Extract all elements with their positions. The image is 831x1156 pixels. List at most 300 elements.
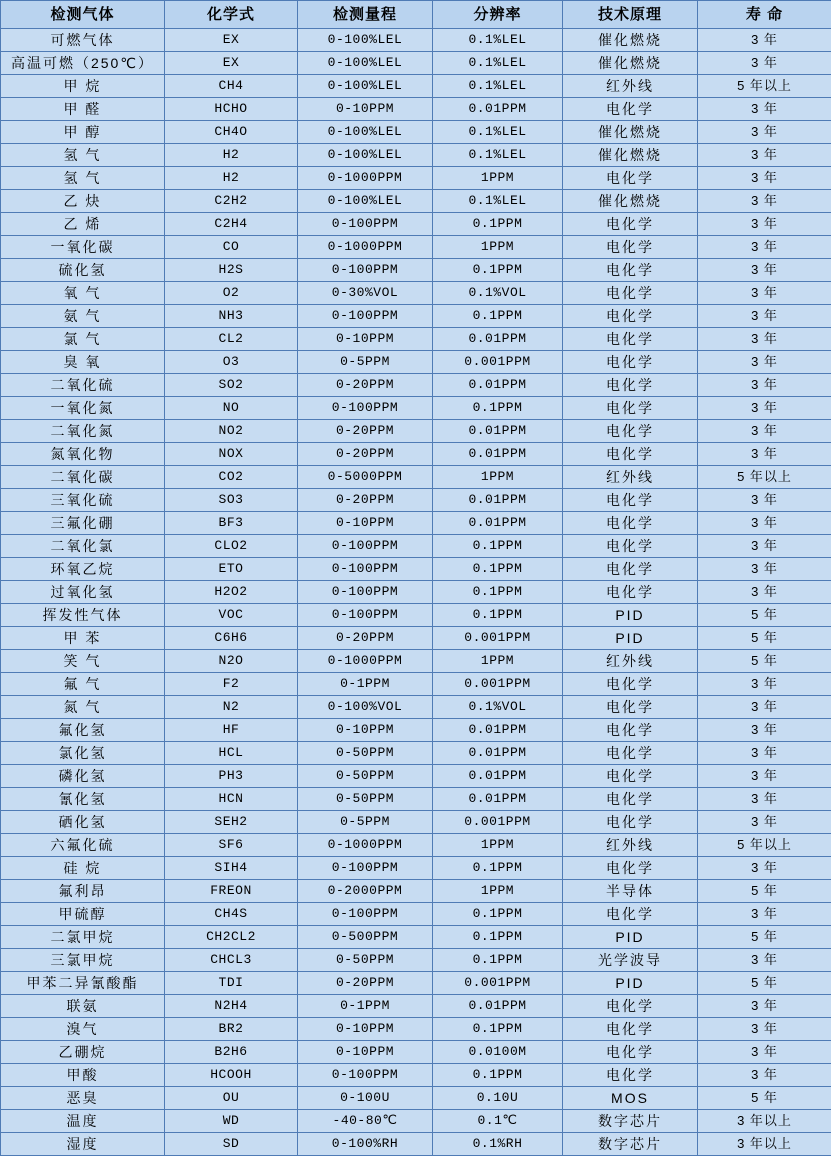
- cell-gas: 三氯甲烷: [1, 949, 165, 972]
- cell-formula: SD: [165, 1133, 298, 1156]
- table-row: [1, 75, 831, 98]
- cell-resolution: 0.01PPM: [433, 788, 563, 811]
- cell-formula: NH3: [165, 305, 298, 328]
- cell-range: 0-100%VOL: [298, 696, 433, 719]
- cell-formula: OU: [165, 1087, 298, 1110]
- cell-principle: 催化燃烧: [563, 121, 698, 144]
- cell-resolution: 0.01PPM: [433, 742, 563, 765]
- cell-range: 0-10PPM: [298, 719, 433, 742]
- table-row: [1, 282, 831, 305]
- cell-principle: 电化学: [563, 581, 698, 604]
- cell-lifetime: 3 年: [698, 696, 831, 719]
- cell-range: -40-80℃: [298, 1110, 433, 1133]
- cell-principle: 电化学: [563, 742, 698, 765]
- cell-range: 0-100%LEL: [298, 75, 433, 98]
- cell-resolution: 0.1%RH: [433, 1133, 563, 1156]
- cell-formula: EX: [165, 52, 298, 75]
- cell-principle: 光学波导: [563, 949, 698, 972]
- cell-range: 0-1000PPM: [298, 650, 433, 673]
- cell-formula: CO: [165, 236, 298, 259]
- cell-lifetime: 3 年: [698, 144, 831, 167]
- table-row: [1, 972, 831, 995]
- cell-resolution: 0.01PPM: [433, 374, 563, 397]
- cell-range: 0-1000PPM: [298, 834, 433, 857]
- cell-lifetime: 3 年: [698, 1041, 831, 1064]
- table-row: [1, 328, 831, 351]
- cell-lifetime: 3 年: [698, 788, 831, 811]
- cell-lifetime: 3 年: [698, 1018, 831, 1041]
- cell-resolution: 1PPM: [433, 834, 563, 857]
- cell-gas: 甲硫醇: [1, 903, 165, 926]
- cell-resolution: 1PPM: [433, 236, 563, 259]
- cell-resolution: 0.1%LEL: [433, 190, 563, 213]
- cell-formula: ETO: [165, 558, 298, 581]
- table-row: [1, 420, 831, 443]
- cell-resolution: 0.01PPM: [433, 719, 563, 742]
- cell-principle: 电化学: [563, 903, 698, 926]
- cell-lifetime: 5 年: [698, 604, 831, 627]
- table-row: [1, 857, 831, 880]
- table-row: [1, 144, 831, 167]
- cell-range: 0-100%LEL: [298, 29, 433, 52]
- cell-formula: WD: [165, 1110, 298, 1133]
- table-body: [1, 29, 831, 1156]
- cell-lifetime: 3 年: [698, 903, 831, 926]
- cell-gas: 磷化氢: [1, 765, 165, 788]
- cell-gas: 氟化氢: [1, 719, 165, 742]
- cell-range: 0-100PPM: [298, 1064, 433, 1087]
- cell-gas: 氨 气: [1, 305, 165, 328]
- table-row: [1, 788, 831, 811]
- cell-range: 0-100PPM: [298, 857, 433, 880]
- table-row: [1, 650, 831, 673]
- cell-resolution: 0.1PPM: [433, 903, 563, 926]
- cell-resolution: 0.1PPM: [433, 949, 563, 972]
- cell-range: 0-100PPM: [298, 397, 433, 420]
- cell-range: 0-20PPM: [298, 443, 433, 466]
- cell-formula: CO2: [165, 466, 298, 489]
- cell-principle: 电化学: [563, 1018, 698, 1041]
- table-row: [1, 581, 831, 604]
- cell-gas: 甲 醛: [1, 98, 165, 121]
- table-row: [1, 880, 831, 903]
- cell-range: 0-30%VOL: [298, 282, 433, 305]
- cell-range: 0-100PPM: [298, 305, 433, 328]
- cell-formula: SO2: [165, 374, 298, 397]
- cell-range: 0-100PPM: [298, 213, 433, 236]
- cell-formula: O3: [165, 351, 298, 374]
- cell-gas: 溴气: [1, 1018, 165, 1041]
- cell-principle: 电化学: [563, 167, 698, 190]
- cell-resolution: 0.1PPM: [433, 1064, 563, 1087]
- table-header-row: [1, 1, 831, 29]
- cell-lifetime: 3 年: [698, 98, 831, 121]
- cell-lifetime: 3 年: [698, 581, 831, 604]
- cell-gas: 挥发性气体: [1, 604, 165, 627]
- cell-resolution: 0.1PPM: [433, 259, 563, 282]
- cell-principle: 电化学: [563, 995, 698, 1018]
- cell-formula: CL2: [165, 328, 298, 351]
- cell-range: 0-100PPM: [298, 259, 433, 282]
- cell-principle: PID: [563, 604, 698, 627]
- cell-resolution: 0.1PPM: [433, 558, 563, 581]
- table-row: [1, 673, 831, 696]
- cell-principle: 电化学: [563, 236, 698, 259]
- cell-principle: 电化学: [563, 696, 698, 719]
- cell-formula: O2: [165, 282, 298, 305]
- cell-lifetime: 3 年: [698, 374, 831, 397]
- cell-gas: 六氟化硫: [1, 834, 165, 857]
- cell-range: 0-100%RH: [298, 1133, 433, 1156]
- cell-principle: 红外线: [563, 834, 698, 857]
- cell-principle: 催化燃烧: [563, 52, 698, 75]
- column-header-lifetime: 寿 命: [698, 1, 831, 29]
- table-row: [1, 466, 831, 489]
- cell-range: 0-100PPM: [298, 558, 433, 581]
- table-row: [1, 512, 831, 535]
- cell-gas: 二氧化氯: [1, 535, 165, 558]
- cell-gas: 硫化氢: [1, 259, 165, 282]
- cell-gas: 一氧化碳: [1, 236, 165, 259]
- table-row: [1, 765, 831, 788]
- cell-resolution: 0.01PPM: [433, 443, 563, 466]
- cell-resolution: 0.1%LEL: [433, 75, 563, 98]
- cell-lifetime: 3 年以上: [698, 1133, 831, 1156]
- cell-formula: F2: [165, 673, 298, 696]
- cell-principle: 电化学: [563, 374, 698, 397]
- cell-resolution: 0.0100M: [433, 1041, 563, 1064]
- cell-gas: 乙 炔: [1, 190, 165, 213]
- cell-resolution: 0.001PPM: [433, 673, 563, 696]
- cell-principle: 电化学: [563, 98, 698, 121]
- cell-principle: 数字芯片: [563, 1110, 698, 1133]
- cell-gas: 恶臭: [1, 1087, 165, 1110]
- cell-resolution: 0.01PPM: [433, 420, 563, 443]
- cell-gas: 温度: [1, 1110, 165, 1133]
- cell-range: 0-50PPM: [298, 742, 433, 765]
- cell-formula: HF: [165, 719, 298, 742]
- cell-principle: 电化学: [563, 673, 698, 696]
- table-row: [1, 1087, 831, 1110]
- cell-principle: MOS: [563, 1087, 698, 1110]
- cell-gas: 氮 气: [1, 696, 165, 719]
- cell-resolution: 0.1℃: [433, 1110, 563, 1133]
- cell-range: 0-20PPM: [298, 972, 433, 995]
- cell-range: 0-5PPM: [298, 351, 433, 374]
- cell-range: 0-100%LEL: [298, 144, 433, 167]
- cell-gas: 甲 苯: [1, 627, 165, 650]
- cell-gas: 硒化氢: [1, 811, 165, 834]
- cell-gas: 氧 气: [1, 282, 165, 305]
- cell-range: 0-100PPM: [298, 535, 433, 558]
- cell-resolution: 0.1PPM: [433, 604, 563, 627]
- cell-gas: 三氟化硼: [1, 512, 165, 535]
- table-row: [1, 374, 831, 397]
- cell-lifetime: 3 年: [698, 443, 831, 466]
- cell-gas: 可燃气体: [1, 29, 165, 52]
- cell-gas: 二氧化硫: [1, 374, 165, 397]
- cell-principle: 电化学: [563, 397, 698, 420]
- table-row: [1, 351, 831, 374]
- table-row: [1, 627, 831, 650]
- column-header-resolution: 分辨率: [433, 1, 563, 29]
- table-row: [1, 949, 831, 972]
- cell-lifetime: 3 年: [698, 282, 831, 305]
- table-row: [1, 604, 831, 627]
- cell-resolution: 1PPM: [433, 880, 563, 903]
- cell-principle: 催化燃烧: [563, 190, 698, 213]
- column-header-range: 检测量程: [298, 1, 433, 29]
- cell-principle: 电化学: [563, 788, 698, 811]
- cell-gas: 甲 烷: [1, 75, 165, 98]
- cell-resolution: 1PPM: [433, 167, 563, 190]
- cell-range: 0-10PPM: [298, 328, 433, 351]
- cell-formula: FREON: [165, 880, 298, 903]
- cell-principle: 电化学: [563, 535, 698, 558]
- cell-range: 0-5000PPM: [298, 466, 433, 489]
- cell-gas: 联氨: [1, 995, 165, 1018]
- cell-formula: EX: [165, 29, 298, 52]
- cell-resolution: 0.1%LEL: [433, 52, 563, 75]
- cell-formula: H2O2: [165, 581, 298, 604]
- cell-gas: 氢 气: [1, 167, 165, 190]
- cell-formula: B2H6: [165, 1041, 298, 1064]
- cell-formula: CH4S: [165, 903, 298, 926]
- cell-range: 0-1PPM: [298, 673, 433, 696]
- cell-principle: 电化学: [563, 719, 698, 742]
- cell-gas: 氯 气: [1, 328, 165, 351]
- cell-resolution: 0.001PPM: [433, 811, 563, 834]
- cell-lifetime: 3 年: [698, 512, 831, 535]
- cell-principle: 电化学: [563, 282, 698, 305]
- table-row: [1, 696, 831, 719]
- cell-formula: SO3: [165, 489, 298, 512]
- cell-resolution: 0.01PPM: [433, 995, 563, 1018]
- cell-resolution: 0.001PPM: [433, 627, 563, 650]
- cell-formula: CLO2: [165, 535, 298, 558]
- table-row: [1, 98, 831, 121]
- cell-range: 0-1000PPM: [298, 167, 433, 190]
- cell-formula: SF6: [165, 834, 298, 857]
- cell-formula: C2H2: [165, 190, 298, 213]
- cell-lifetime: 5 年以上: [698, 75, 831, 98]
- cell-lifetime: 3 年: [698, 29, 831, 52]
- cell-lifetime: 3 年: [698, 328, 831, 351]
- cell-lifetime: 5 年以上: [698, 466, 831, 489]
- cell-principle: 数字芯片: [563, 1133, 698, 1156]
- cell-gas: 乙 烯: [1, 213, 165, 236]
- cell-gas: 过氧化氢: [1, 581, 165, 604]
- cell-gas: 一氧化氮: [1, 397, 165, 420]
- table-header: [1, 1, 831, 29]
- cell-gas: 二氧化碳: [1, 466, 165, 489]
- table-row: [1, 443, 831, 466]
- cell-formula: N2H4: [165, 995, 298, 1018]
- cell-formula: H2S: [165, 259, 298, 282]
- cell-principle: 电化学: [563, 420, 698, 443]
- cell-resolution: 1PPM: [433, 650, 563, 673]
- cell-formula: CH4O: [165, 121, 298, 144]
- cell-formula: CH4: [165, 75, 298, 98]
- table-row: [1, 719, 831, 742]
- cell-formula: NO2: [165, 420, 298, 443]
- cell-lifetime: 5 年以上: [698, 834, 831, 857]
- cell-range: 0-10PPM: [298, 512, 433, 535]
- cell-range: 0-100PPM: [298, 604, 433, 627]
- cell-lifetime: 3 年: [698, 995, 831, 1018]
- cell-principle: 催化燃烧: [563, 144, 698, 167]
- cell-lifetime: 3 年: [698, 673, 831, 696]
- cell-principle: 电化学: [563, 857, 698, 880]
- table-row: [1, 811, 831, 834]
- cell-lifetime: 3 年: [698, 190, 831, 213]
- cell-gas: 环氧乙烷: [1, 558, 165, 581]
- cell-gas: 甲苯二异氰酸酯: [1, 972, 165, 995]
- table-row: [1, 167, 831, 190]
- cell-lifetime: 3 年: [698, 949, 831, 972]
- cell-principle: 电化学: [563, 765, 698, 788]
- cell-formula: C2H4: [165, 213, 298, 236]
- cell-lifetime: 3 年: [698, 397, 831, 420]
- cell-lifetime: 3 年: [698, 1064, 831, 1087]
- cell-lifetime: 5 年: [698, 627, 831, 650]
- cell-formula: SIH4: [165, 857, 298, 880]
- cell-principle: 电化学: [563, 259, 698, 282]
- cell-gas: 甲酸: [1, 1064, 165, 1087]
- table-row: [1, 305, 831, 328]
- cell-lifetime: 3 年: [698, 236, 831, 259]
- cell-formula: HCOOH: [165, 1064, 298, 1087]
- cell-gas: 高温可燃（250℃）: [1, 52, 165, 75]
- table-row: [1, 1133, 831, 1156]
- cell-resolution: 0.01PPM: [433, 98, 563, 121]
- cell-principle: 电化学: [563, 213, 698, 236]
- cell-resolution: 0.1PPM: [433, 535, 563, 558]
- cell-range: 0-100%LEL: [298, 121, 433, 144]
- cell-gas: 甲 醇: [1, 121, 165, 144]
- table-row: [1, 1064, 831, 1087]
- cell-formula: CHCL3: [165, 949, 298, 972]
- cell-resolution: 1PPM: [433, 466, 563, 489]
- cell-formula: H2: [165, 167, 298, 190]
- cell-lifetime: 3 年: [698, 857, 831, 880]
- cell-range: 0-50PPM: [298, 788, 433, 811]
- cell-lifetime: 3 年: [698, 305, 831, 328]
- cell-formula: N2: [165, 696, 298, 719]
- cell-formula: CH2CL2: [165, 926, 298, 949]
- cell-formula: VOC: [165, 604, 298, 627]
- cell-principle: 电化学: [563, 1041, 698, 1064]
- cell-gas: 湿度: [1, 1133, 165, 1156]
- cell-lifetime: 3 年: [698, 719, 831, 742]
- cell-resolution: 0.1PPM: [433, 926, 563, 949]
- cell-resolution: 0.1PPM: [433, 581, 563, 604]
- cell-gas: 三氧化硫: [1, 489, 165, 512]
- cell-gas: 氯化氢: [1, 742, 165, 765]
- cell-resolution: 0.001PPM: [433, 351, 563, 374]
- column-header-formula: 化学式: [165, 1, 298, 29]
- cell-principle: 红外线: [563, 75, 698, 98]
- cell-gas: 臭 氧: [1, 351, 165, 374]
- cell-formula: BF3: [165, 512, 298, 535]
- cell-lifetime: 3 年: [698, 259, 831, 282]
- cell-range: 0-100U: [298, 1087, 433, 1110]
- cell-lifetime: 3 年: [698, 213, 831, 236]
- cell-gas: 氰化氢: [1, 788, 165, 811]
- cell-resolution: 0.001PPM: [433, 972, 563, 995]
- cell-lifetime: 3 年: [698, 489, 831, 512]
- cell-resolution: 0.1PPM: [433, 397, 563, 420]
- cell-lifetime: 3 年: [698, 167, 831, 190]
- cell-principle: 电化学: [563, 489, 698, 512]
- cell-range: 0-20PPM: [298, 420, 433, 443]
- table-row: [1, 52, 831, 75]
- cell-lifetime: 3 年: [698, 742, 831, 765]
- table-row: [1, 236, 831, 259]
- cell-lifetime: 3 年: [698, 765, 831, 788]
- table-row: [1, 190, 831, 213]
- cell-formula: C6H6: [165, 627, 298, 650]
- cell-formula: N2O: [165, 650, 298, 673]
- cell-lifetime: 3 年: [698, 351, 831, 374]
- cell-resolution: 0.01PPM: [433, 765, 563, 788]
- table-row: [1, 926, 831, 949]
- cell-range: 0-50PPM: [298, 949, 433, 972]
- cell-range: 0-500PPM: [298, 926, 433, 949]
- cell-lifetime: 5 年: [698, 880, 831, 903]
- cell-range: 0-2000PPM: [298, 880, 433, 903]
- cell-gas: 二氯甲烷: [1, 926, 165, 949]
- table-row: [1, 1041, 831, 1064]
- cell-principle: 半导体: [563, 880, 698, 903]
- column-header-gas: 检测气体: [1, 1, 165, 29]
- table-row: [1, 558, 831, 581]
- table-row: [1, 213, 831, 236]
- cell-lifetime: 5 年: [698, 972, 831, 995]
- cell-lifetime: 5 年: [698, 1087, 831, 1110]
- cell-range: 0-5PPM: [298, 811, 433, 834]
- table-row: [1, 995, 831, 1018]
- cell-principle: 电化学: [563, 351, 698, 374]
- cell-resolution: 0.1%LEL: [433, 121, 563, 144]
- cell-range: 0-10PPM: [298, 1041, 433, 1064]
- cell-range: 0-100PPM: [298, 581, 433, 604]
- cell-lifetime: 3 年: [698, 535, 831, 558]
- cell-formula: SEH2: [165, 811, 298, 834]
- cell-resolution: 0.1%LEL: [433, 29, 563, 52]
- table-row: [1, 1018, 831, 1041]
- cell-formula: NOX: [165, 443, 298, 466]
- cell-range: 0-20PPM: [298, 489, 433, 512]
- cell-principle: 红外线: [563, 466, 698, 489]
- cell-formula: BR2: [165, 1018, 298, 1041]
- cell-lifetime: 3 年: [698, 52, 831, 75]
- cell-range: 0-100%LEL: [298, 190, 433, 213]
- cell-gas: 硅 烷: [1, 857, 165, 880]
- cell-principle: 电化学: [563, 328, 698, 351]
- table-row: [1, 29, 831, 52]
- cell-principle: 电化学: [563, 512, 698, 535]
- cell-range: 0-100%LEL: [298, 52, 433, 75]
- cell-gas: 乙硼烷: [1, 1041, 165, 1064]
- cell-resolution: 0.01PPM: [433, 328, 563, 351]
- table-row: [1, 742, 831, 765]
- cell-resolution: 0.1%VOL: [433, 282, 563, 305]
- table-row: [1, 1110, 831, 1133]
- cell-range: 0-20PPM: [298, 374, 433, 397]
- column-header-principle: 技术原理: [563, 1, 698, 29]
- cell-gas: 氟 气: [1, 673, 165, 696]
